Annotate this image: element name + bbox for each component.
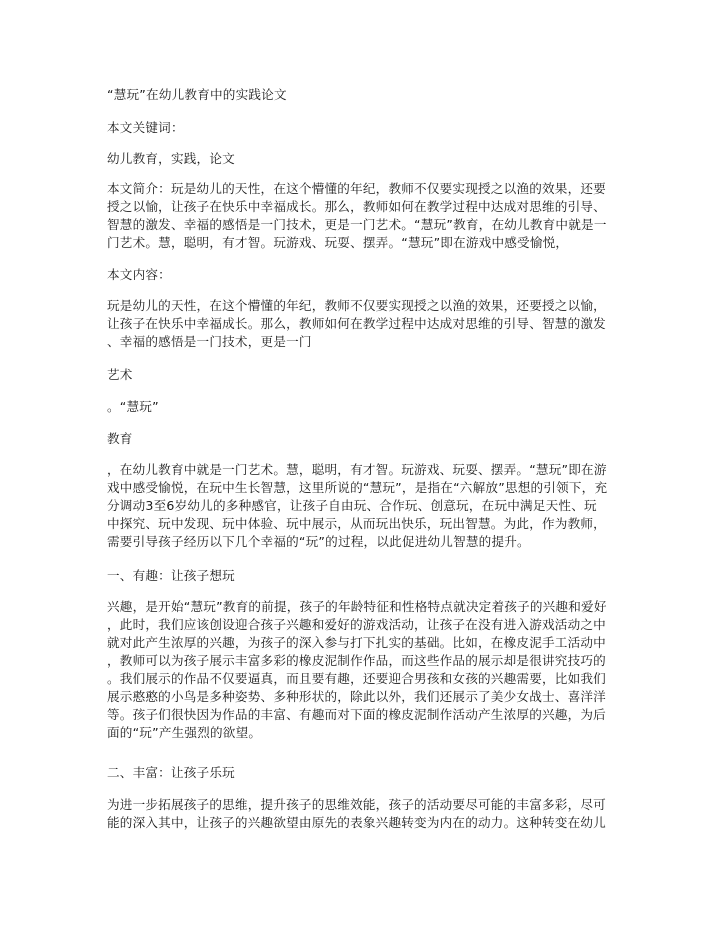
section-1-line: 。我们展示的作品不仅要逼真，而且要有趣，还要迎合男孩和女孩的兴趣需要，比如我们 (107, 671, 606, 686)
education-paragraph (107, 461, 615, 551)
fragment-huiwan: 。“慧玩” (107, 399, 159, 414)
document-title: “慧玩”在幼儿教育中的实践论文 (107, 87, 287, 102)
summary-line: 授之以愉，让孩子在快乐中幸福成长。那么，教师如何在教学过程中达成对思维的引导、 (107, 199, 606, 214)
summary-line: 门艺术。慧，聪明，有才智。玩游戏、玩耍、摆弄。“慧玩”即在游戏中感受愉悦， (107, 235, 569, 250)
section-2-line: 为进一步拓展孩子的思维，提升孩子的思维效能，孩子的活动要尽可能的丰富多彩，尽可 (107, 797, 606, 812)
education-line: 戏中感受愉悦，在玩中生长智慧，这里所说的“慧玩”，是指在“六解放”思想的引领下，充 (107, 480, 608, 495)
section-1-line: 兴趣，是开始“慧玩”教育的前提，孩子的年龄特征和性格特点就决定着孩子的兴趣和爱好 (107, 599, 607, 614)
section-1-line: 展示憨憨的小鸟是多种姿势、多种形状的，除此以外，我们还展示了美少女战士、喜洋洋 (107, 689, 606, 704)
education-line: 中探究、玩中发现、玩中体验、玩中展示，从而玩出快乐，玩出智慧。为此，作为教师， (107, 516, 606, 531)
content-heading: 本文内容： (107, 267, 171, 282)
section-1-line: ，此时，我们应该创设迎合孩子兴趣和爱好的游戏活动，让孩子在没有进入游戏活动之中 (107, 617, 606, 632)
summary-line: 智慧的激发、幸福的感悟是一门技术，更是一门艺术。“慧玩”教育，在幼儿教育中就是一 (107, 217, 607, 232)
section-2-heading: 二、丰富：让孩子乐玩 (107, 765, 235, 780)
keywords-heading: 本文关键词： (107, 120, 184, 135)
education-line: 分调动3至6岁幼儿的多种感官，让孩子自由玩、合作玩、创意玩，在玩中满足天性、玩 (107, 498, 597, 513)
content-paragraph (107, 297, 615, 351)
fragment-education: 教育 (107, 431, 133, 446)
section-2-paragraph (107, 796, 615, 832)
summary-paragraph (107, 180, 615, 252)
content-line: 玩是幼儿的天性，在这个懵懂的年纪，教师不仅要实现授之以渔的效果，还要授之以愉， (107, 298, 606, 313)
content-line: 、幸福的感悟是一门技术，更是一门 (107, 334, 312, 349)
section-1-line: 面的“玩”产生强烈的欲望。 (107, 725, 262, 740)
content-line: 让孩子在快乐中幸福成长。那么，教师如何在教学过程中达成对思维的引导、智慧的激发 (107, 316, 606, 331)
education-line: 需要引导孩子经历以下几个幸福的“玩”的过程，以此促进幼儿智慧的提升。 (107, 534, 530, 549)
keywords-text: 幼儿教育，实践，论文 (107, 151, 235, 166)
section-2-line: 能的深入其中，让孩子的兴趣欲望由原先的表象兴趣转变为内在的动力。这种转变在幼儿 (107, 815, 606, 830)
section-1-line: ，教师可以为孩子展示丰富多彩的橡皮泥制作作品，而这些作品的展示却是很讲究技巧的 (107, 653, 606, 668)
section-1-line: 就对此产生浓厚的兴趣，为孩子的深入参与打下扎实的基础。比如，在橡皮泥手工活动中 (107, 635, 606, 650)
education-line: ，在幼儿教育中就是一门艺术。慧，聪明，有才智。玩游戏、玩耍、摆弄。“慧玩”即在游 (107, 462, 607, 477)
section-1-paragraph (107, 598, 615, 742)
summary-line: 本文简介：玩是幼儿的天性，在这个懵懂的年纪，教师不仅要实现授之以渔的效果，还要 (107, 181, 606, 196)
fragment-art: 艺术 (107, 367, 133, 382)
section-1-line: 等。孩子们很快因为作品的丰富、有趣而对下面的橡皮泥制作活动产生浓厚的兴趣，为后 (107, 707, 606, 722)
section-1-heading: 一、有趣：让孩子想玩 (107, 568, 235, 583)
